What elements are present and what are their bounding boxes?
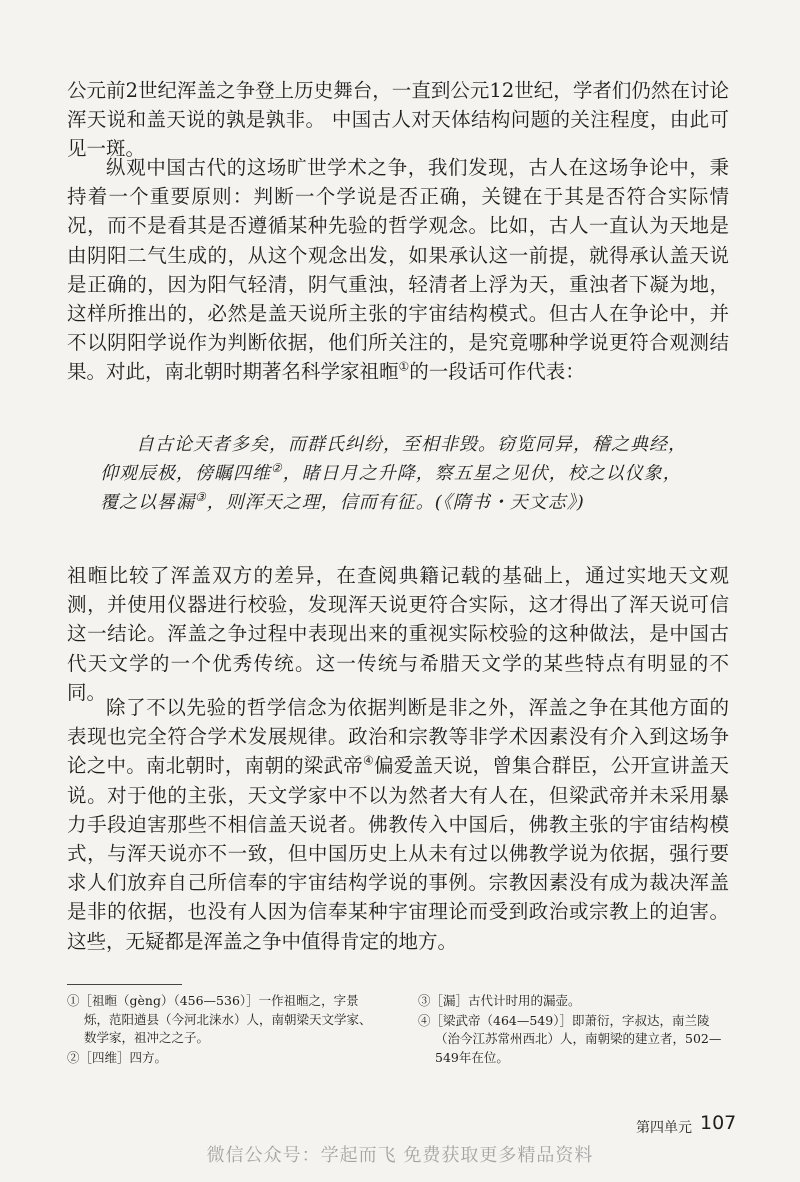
page-number: 107 [700, 1112, 737, 1134]
paragraph-2-text-b: 的一段话可作代表： [409, 360, 585, 384]
footnote-3: ③［漏］古代计时用的漏壶。 [418, 993, 581, 1008]
footnotes-left [67, 992, 377, 1068]
footnotes-right [418, 992, 730, 1068]
paragraph-4-text-b: 偏爱盖天说，曾集合群臣，公开宣讲盖天说。对于他的主张，天文学家中不以为然者大有人在，但梁武帝并未采用暴力手段迫害那些不相信盖天说者。佛教传入中国后，佛教主张的宇宙结构模式，与浑天说亦不一致，但中国历史上从未有过以佛教学说为依据，强行要求人们放弃自己所信奉的宇宙结构学说的事例。宗教因素没有成为裁决浑盖是非的依据，也没有人因为信奉某种宇宙理论而受到政治或宗教上的迫害。这些，无疑都是浑盖之争中值得肯定的地方。 [67, 754, 729, 953]
watermark-text: 微信公众号：学起而飞 免费获取更多精品资料 [206, 1145, 594, 1166]
footnote-ref-3: ③ [195, 490, 207, 504]
paragraph-2 [67, 153, 729, 387]
footnote-ref-2: ② [271, 461, 283, 475]
footnote-2: ②［四维］四方。 [67, 1049, 168, 1065]
paragraph-4 [67, 693, 729, 956]
paragraph-2-text-a: 纵观中国古代的这场旷世学术之争，我们发现，古人在这场争论中，秉持着一个重要原则：判断一个学说是否正确，关键在于其是否符合实际情况，而不是看其是否遵循某种先验的哲学观念。比如，古人一直认为天地是由阴阳二气生成的，从这个观念出发，如果承认这一前提，就得承认盖天说是正确的，因为阳气轻清，阴气重浊，轻清者上浮为天，重浊者下凝为地，这样所推出的，必然是盖天说所主张的宇宙结构模式。但古人在争论中，并不以阴阳学说作为判断依据，他们所关注的，是究竟哪种学说更符合观测结果。对此，南北朝时期著名科学家祖暅 [67, 156, 729, 384]
footnote-ref-1: ① [398, 359, 410, 374]
footnote-4: ④［梁武帝（464—549）］即萧衍，字叔达，南兰陵（治今江苏常州西北）人，南朝梁的建立者，502—549年在位。 [418, 1012, 722, 1065]
paragraph-1 [67, 76, 729, 164]
quote-text-c: ，则浑天之理，信而有征。(《隋书・天文志》) [206, 492, 585, 513]
footnote-1: ①［祖暅（gèng）（456—536）］一作祖暅之，字景烁，范阳遒县（今河北涞水）人，南朝梁天文学家、数学家，祖冲之之子。 [67, 993, 372, 1045]
paragraph-3 [67, 561, 729, 707]
footnote-divider [67, 984, 182, 985]
paragraph-1-text: 公元前2世纪浑盖之争登上历史舞台，一直到公元12世纪，学者们仍然在讨论浑天说和盖天说的孰是孰非。 中国古人对天体结构问题的关注程度，由此可见一斑。 [67, 79, 729, 161]
paragraph-3-text: 祖暅比较了浑盖双方的差异，在查阅典籍记载的基础上，通过实地天文观测，并使用仪器进行校验，发现浑天说更符合实际，这才得出了浑天说可信这一结论。浑盖之争过程中表现出来的重视实际校验的这种做法，是中国古代天文学的一个优秀传统。这一传统与希腊天文学的某些特点有明显的不同。 [67, 564, 729, 704]
classical-quote [100, 430, 700, 517]
quote-text-b: ，睹日月之升降，察五星之见伏，校之以仪象，覆之以晷漏 [100, 463, 682, 513]
paragraph-4-text-a: 除了不以先验的哲学信念为依据判断是非之外，浑盖之争在其他方面的表现也完全符合学术发展规律。政治和宗教等非学术因素没有介入到这场争论之中。南北朝时，南朝的梁武帝 [67, 696, 729, 778]
footnote-ref-4: ④ [363, 753, 375, 768]
quote-text-a: 自古论天者多矣，而群氏纠纷，至相非毁。窃览同异，稽之典经，仰观辰极，傍瞩四维 [100, 434, 687, 484]
unit-label: 第四单元 [636, 1120, 692, 1136]
